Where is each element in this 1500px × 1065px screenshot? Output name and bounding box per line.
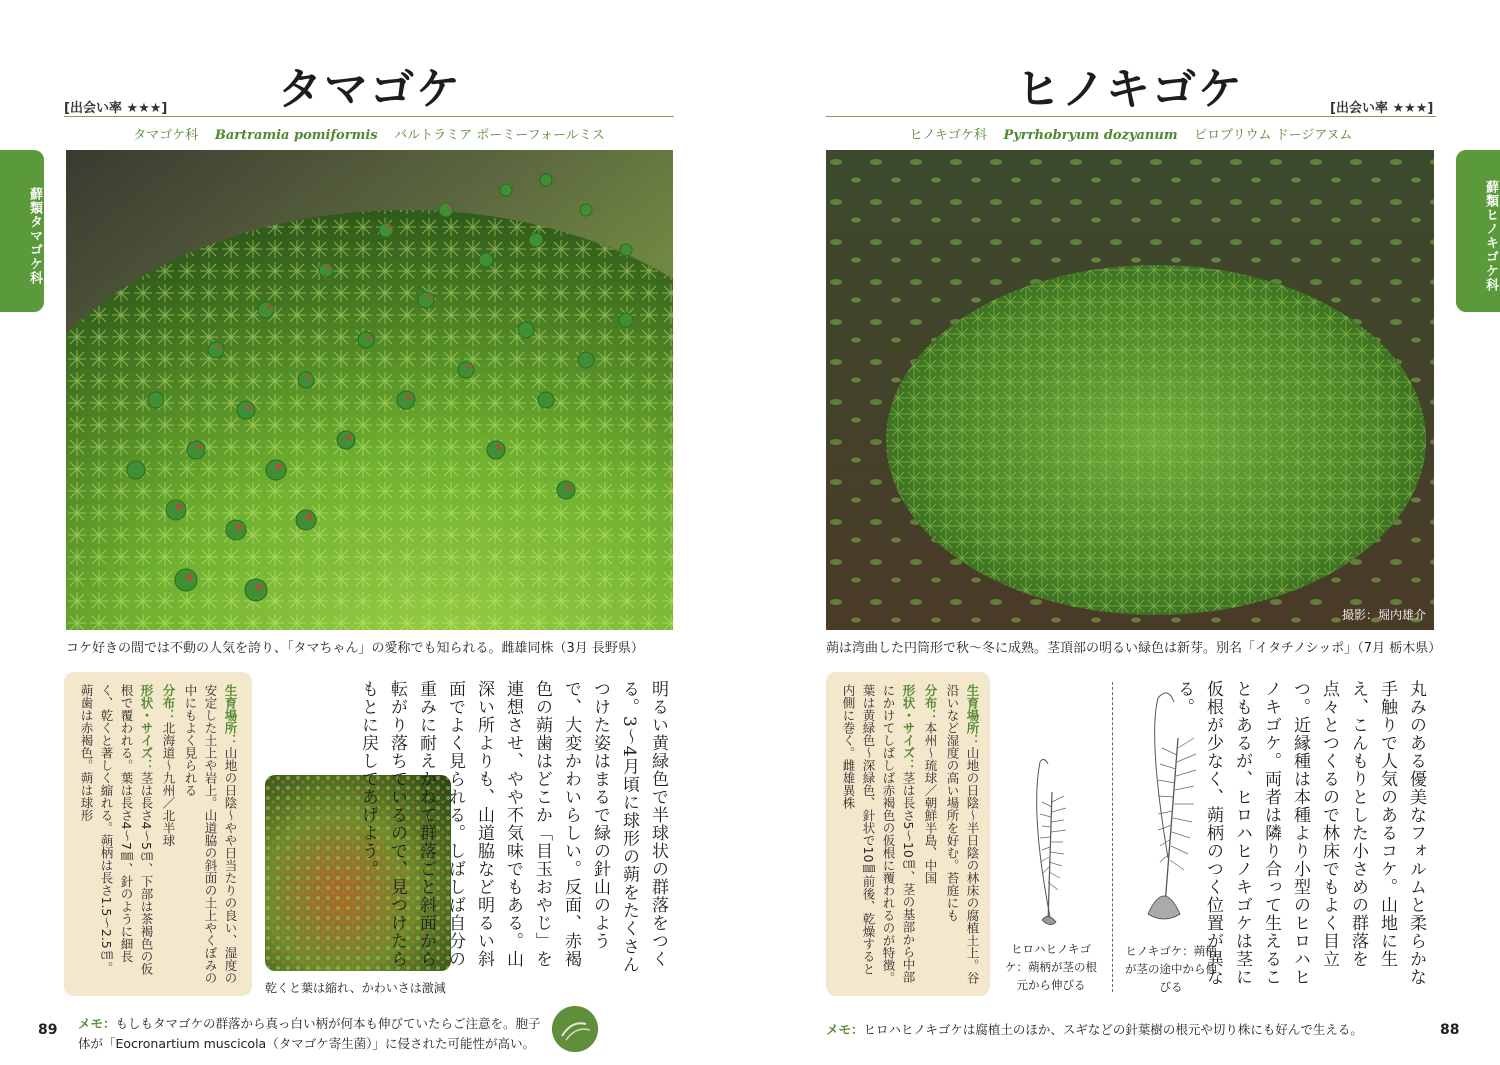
- habitat-label-right: 生育場所：: [965, 684, 980, 747]
- reading-left: バルトラミア ポーミーフォールミス: [394, 128, 605, 143]
- info-text-right: [836, 684, 982, 984]
- memo-text-right: ヒロハヒノキゴケは腐植土のほか、スギなどの針葉樹の根元や切り株にも好んで生える。: [863, 1022, 1363, 1037]
- family-right: ヒノキゴケ科: [909, 128, 987, 143]
- form-label-left: 形状・サイズ：: [139, 684, 154, 772]
- info-text-left: [74, 684, 240, 984]
- form-left: 茎は長さ4～5㎝、下部は茶褐色の仮根で覆われる。葉は長さ4～7㎜、針のように細長く、乾くと著しく縮れる。蒴柄は長さ1.5～2.5㎝。蒴歯は赤褐色。蒴は球形: [79, 684, 154, 975]
- latin-left: Bartramia pomiformis: [214, 128, 378, 143]
- memo-left: [78, 1014, 548, 1054]
- sketch-hirohahinokigoke: [1000, 752, 1106, 932]
- page-title-right: ヒノキゴケ: [1016, 64, 1244, 115]
- page-title-left: タマゴケ: [278, 64, 462, 115]
- sketch-drawing-1: [1000, 752, 1106, 932]
- section-tab-left: 蘚類タマゴケ科: [0, 150, 44, 312]
- moss-photo-hinokigoke: [826, 150, 1434, 630]
- memo-label-right: メモ：: [826, 1022, 864, 1037]
- scientific-name-right: [826, 124, 1436, 143]
- memo-text-left: もしもタマゴケの群落から真っ白い柄が何本も伸びていたらご注意を。胞子体が「Eocronartium muscicola（タマゴケ寄生菌）」に侵された可能性が高い。: [78, 1016, 541, 1051]
- memo-label-left: メモ：: [78, 1016, 116, 1031]
- moss-photo-tamagoke: [66, 150, 673, 630]
- body-text-right: 丸みのある優美なフォルムと柔らかな手触りで人気のあるコケ。山地に生え、こんもりとした小さめの群落を点々とつくるので林床でもよく目立つ。近縁種は本種より小型のヒロハヒノキゴケ。両者は隣り合って生えることもあるが、ヒロハヒノキゴケは茎に仮根が少なく、蒴柄のつく位置が異なる。: [1174, 680, 1426, 986]
- photo-credit-right: 撮影：堀内雄介: [1342, 608, 1427, 622]
- scientific-name-left: [64, 124, 674, 143]
- info-box-left: [64, 672, 252, 996]
- form-right: 茎は長さ5～10㎝、茎の基部から中部にかけてしばしば赤褐色の仮根に覆われるのが特徴。葉は黄緑色～深緑色、針状で10㎜前後、乾燥すると内側に巻く。雌雄異株: [841, 684, 916, 984]
- memo-photo-left: [552, 1006, 598, 1052]
- family-left: タマゴケ科: [133, 128, 199, 143]
- memo-right: [826, 1020, 1386, 1040]
- photo-caption-left: コケ好きの間では不動の人気を誇り、「タマちゃん」の愛称でも知られる。雌雄同株（3月 長野県）: [66, 641, 644, 656]
- sketch2-caption: ヒノキゴケ：蒴柄が茎の途中から伸びる: [1125, 944, 1217, 994]
- page-number-left: 89: [38, 1022, 58, 1038]
- sketch1-caption: ヒロハヒノキゴケ：蒴柄が茎の根元から伸びる: [1005, 942, 1097, 992]
- main-photo-right: [826, 150, 1434, 630]
- rating-right: [出会い率 ★★★]: [1330, 101, 1434, 116]
- rating-left: [出会い率 ★★★]: [64, 101, 168, 116]
- sketch-divider: [1112, 682, 1113, 992]
- latin-right: Pyrrhobryum dozyanum: [1003, 128, 1178, 143]
- habitat-right: 山地の日陰～半日陰の林床の腐植土上。谷沿いなど湿度の高い場所を好む。苔庭にも: [945, 684, 980, 984]
- habitat-label-left: 生育場所：: [223, 684, 238, 747]
- parasite-fungus-photo: [552, 1006, 598, 1052]
- title-rule-left: [64, 116, 674, 117]
- info-box-right: [826, 672, 990, 996]
- distribution-left: 北海道～九州／北半球: [161, 721, 176, 847]
- habitat-left: 山地の日陰～やや日当たりの良い、湿度の安定した土上や岩上。山道脇の斜面の土上やくぼみの中にもよく見られる: [183, 684, 238, 984]
- reading-right: ピロブリウム ドージアヌム: [1194, 128, 1353, 143]
- distribution-label-left: 分布：: [161, 684, 176, 722]
- title-rule-right: [826, 116, 1436, 117]
- body-text-left: 明るい黄緑色で半球状の群落をつくる。3～4月頃に球形の蒴をたくさんつけた姿はまるで緑の針山のようで、大変かわいらしい。反面、赤褐色の蒴歯はどこか「目玉おやじ」を連想させ、やや不気味でもある。山深い所よりも、山道脇など明るい斜面でよく見られる。しばしば自分の重みに耐えかねて群落ごと斜面から転がり落ちているので、見つけたらもとに戻してあげよう。: [358, 680, 668, 974]
- section-tab-right: 蘚類ヒノキゴケ科: [1456, 150, 1500, 312]
- inset-caption-left: 乾くと葉は縮れ、かわいさは激減: [265, 981, 446, 995]
- form-label-right: 形状・サイズ：: [901, 684, 916, 772]
- main-photo-left: [66, 150, 673, 630]
- photo-caption-right: 蒴は湾曲した円筒形で秋～冬に成熟。茎頂部の明るい緑色は新芽。別名「イタチノシッポ」（7月 栃木県）: [826, 641, 1442, 656]
- distribution-label-right: 分布：: [923, 684, 938, 722]
- distribution-right: 本州～琉球／朝鮮半島、中国: [923, 721, 938, 884]
- page-number-right: 88: [1440, 1022, 1460, 1038]
